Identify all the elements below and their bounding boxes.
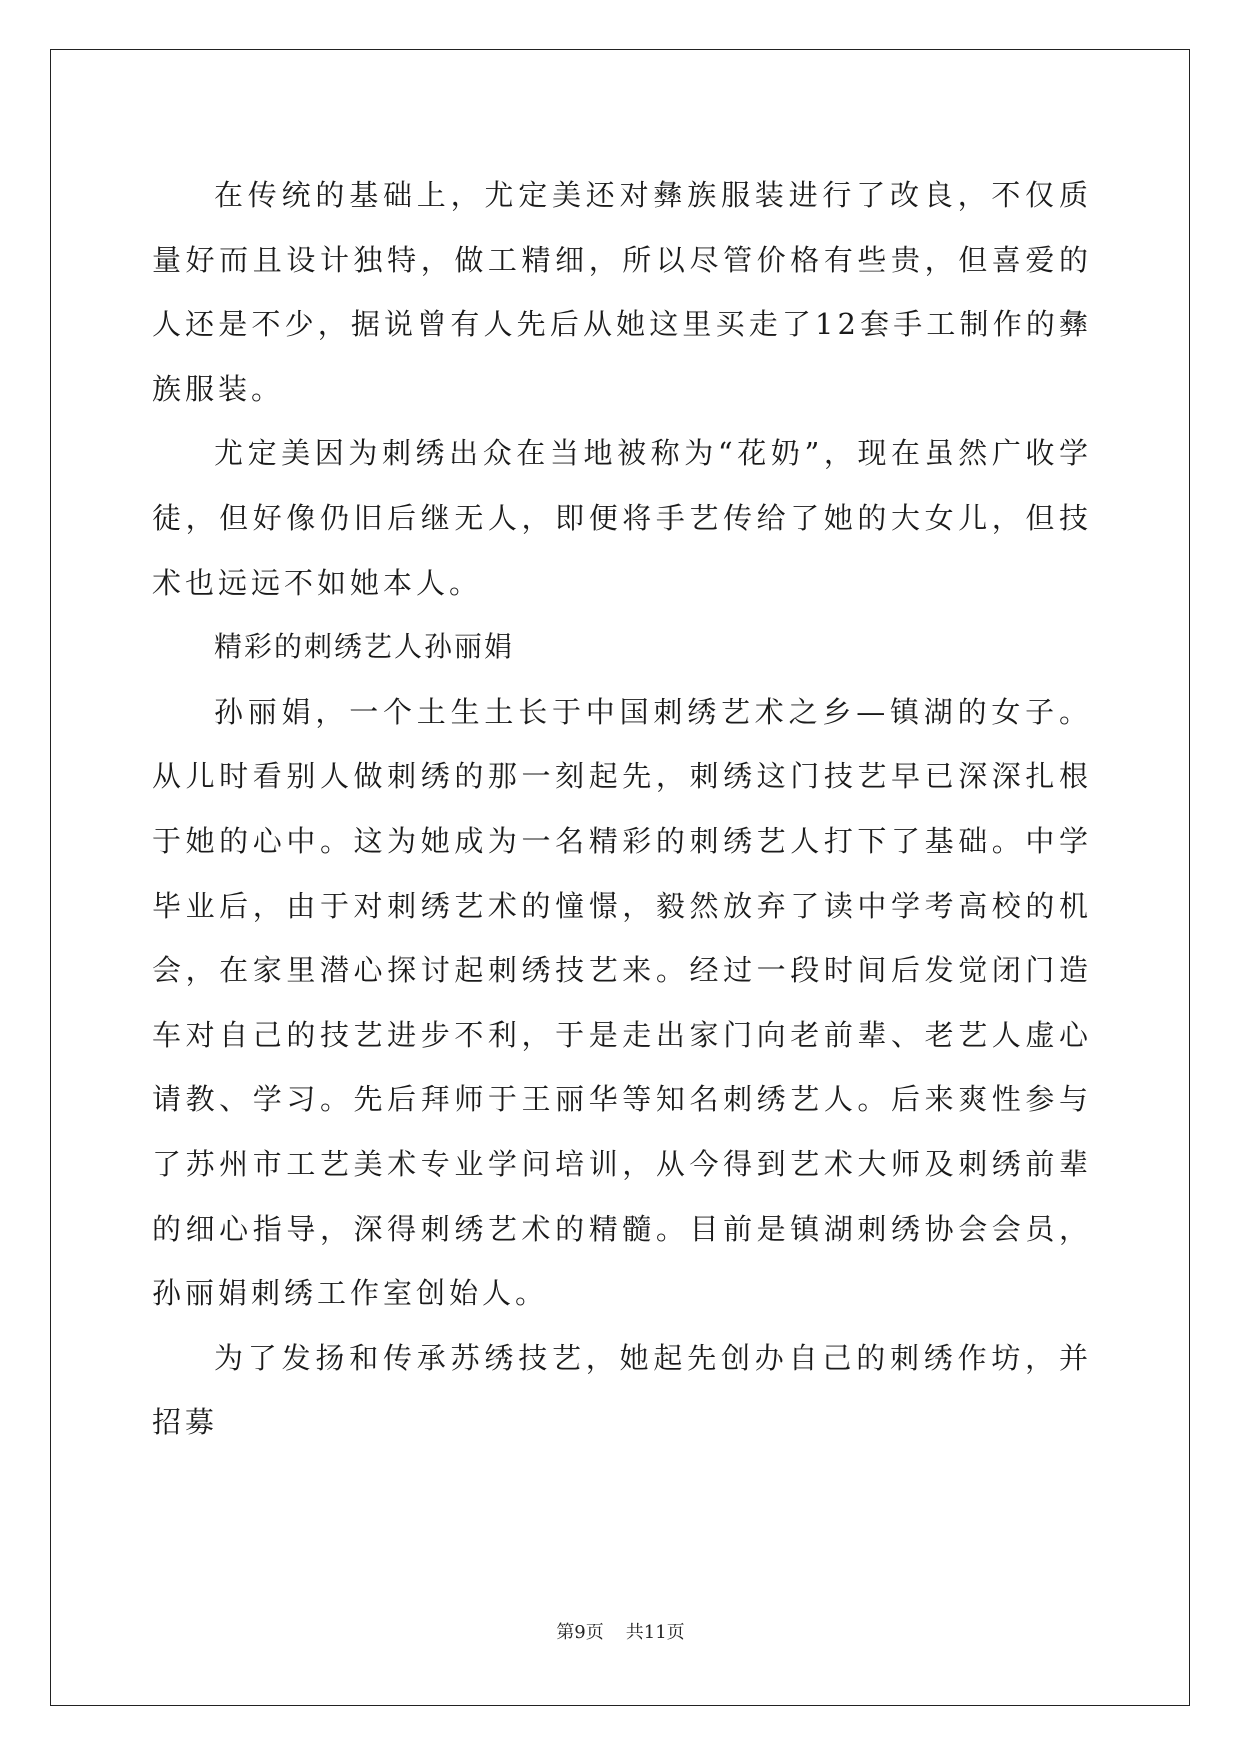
section-heading: 精彩的刺绣艺人孙丽娟 (214, 630, 515, 664)
document-body (152, 163, 1092, 1455)
page-number: 第9页 (556, 1622, 604, 1643)
paragraph-sun-lijuan: 孙丽娟，一个土生土长于中国刺绣艺术之乡—镇湖的女子。从儿时看别人做刺绣的那一刻起先，刺绣这门技艺早已深深扎根于她的心中。这为她成为一名精彩的刺绣艺人打下了基础。中学毕业后，由于对刺绣艺术的憧憬，毅然放弃了读中学考高校的机会，在家里潜心探讨起刺绣技艺来。经过一段时间后发觉闭门造车对自己的技艺进步不利，于是走出家门向老前辈、老艺人虚心请教、学习。先后拜师于王丽华等知名刺绣艺人。后来爽性参与了苏州市工艺美术专业学问培训，从今得到艺术大师及刺绣前辈的细心指导，深得刺绣艺术的精髓。目前是镇湖刺绣协会会员，孙丽娟刺绣工作室创始人。 (152, 694, 1092, 1311)
page-total: 共11页 (625, 1622, 685, 1643)
paragraph-workshop: 为了发扬和传承苏绣技艺，她起先创办自己的刺绣作坊，并招募 (152, 1340, 1092, 1440)
paragraph-flower-granny: 尤定美因为刺绣出众在当地被称为“花奶”，现在虽然广收学徒，但好像仍旧后继无人，即便将手艺传给了她的大女儿，但技术也远远不如她本人。 (152, 436, 1092, 600)
page-footer (0, 1618, 1241, 1644)
paragraph-improved-costume: 在传统的基础上，尤定美还对彝族服装进行了改良，不仅质量好而且设计独特，做工精细，所以尽管价格有些贵，但喜爱的人还是不少，据说曾有人先后从她这里买走了12套手工制作的彝族服装。 (152, 178, 1092, 406)
